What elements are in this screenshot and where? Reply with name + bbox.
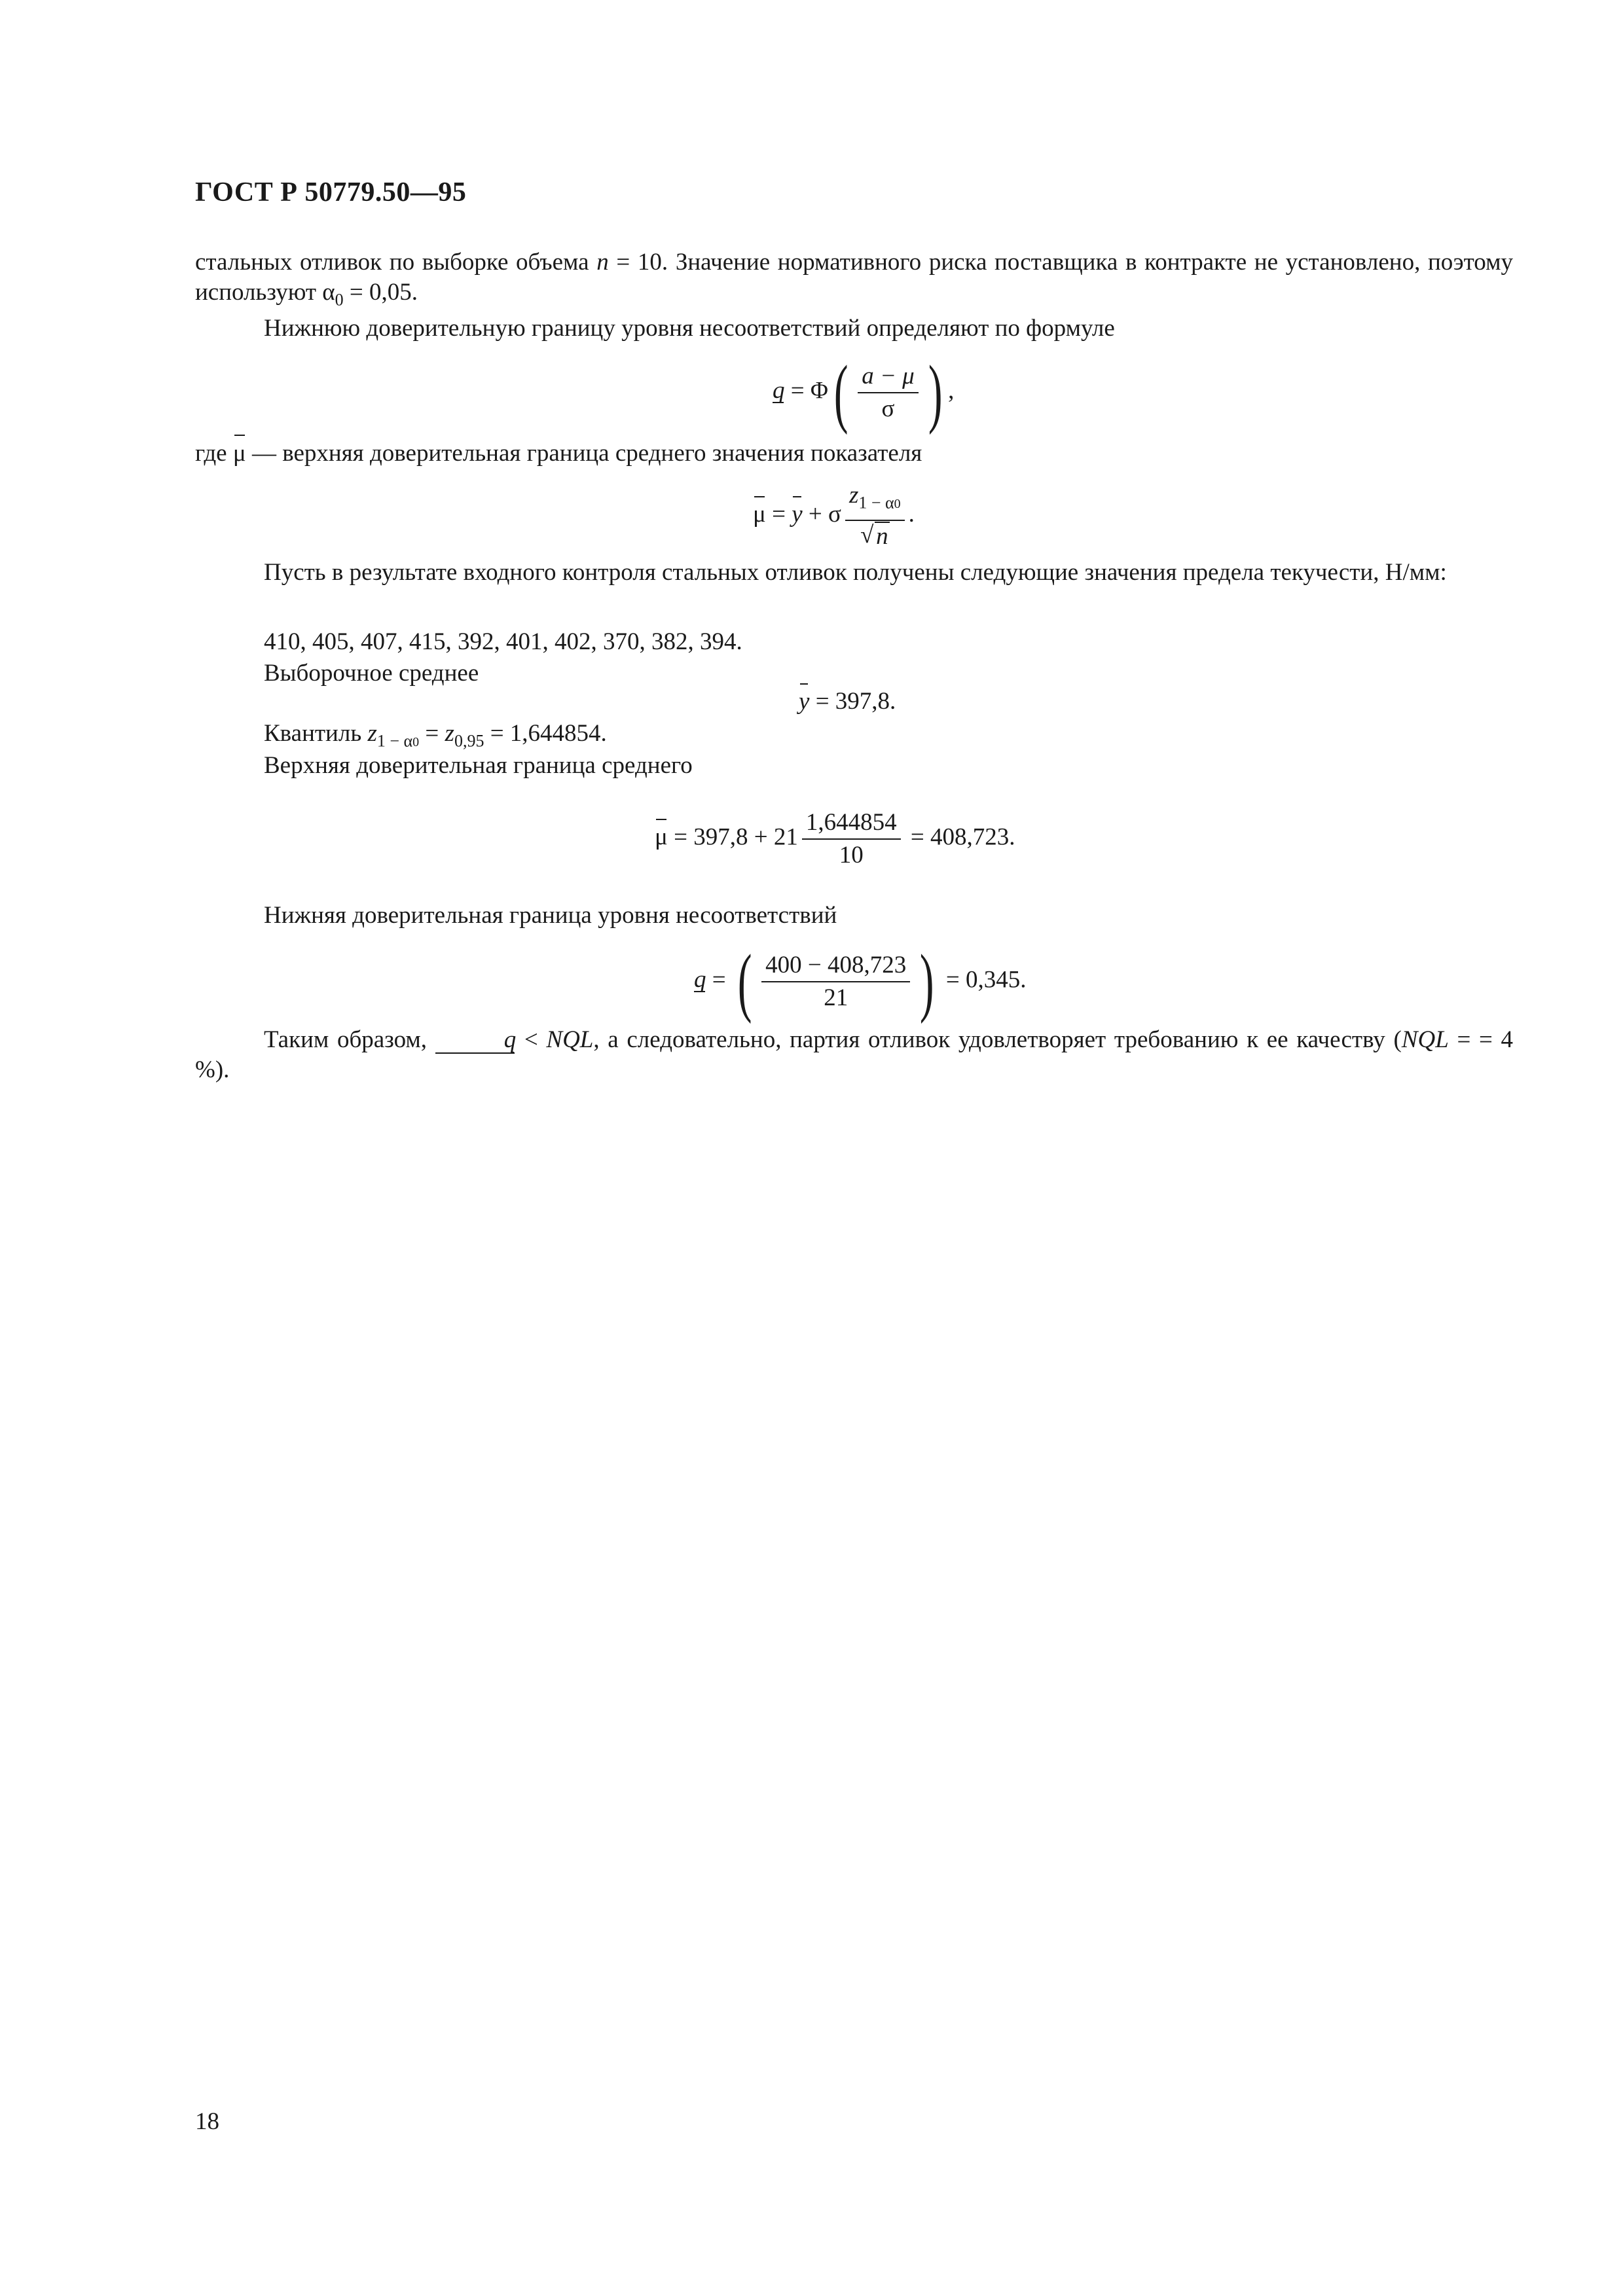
- variable-y-bar: y: [792, 500, 803, 528]
- text-fragment: стальных отливок по выборке объема: [195, 249, 597, 276]
- fraction-numerator: 1,644854: [802, 808, 901, 840]
- paragraph-sample-mean: Выборочное среднее: [264, 660, 479, 687]
- formula-lower-bound-calc: [694, 939, 1027, 1024]
- formula-lower-bound: [773, 350, 955, 435]
- variable-q-lower: q: [694, 966, 706, 994]
- variable-q-lower: q: [773, 377, 785, 404]
- variable-z: z: [445, 720, 454, 747]
- subscript: 0: [335, 290, 344, 310]
- fraction: [858, 362, 919, 423]
- fraction-numerator: a − μ: [858, 362, 919, 393]
- variable-mu-bar: μ: [753, 500, 766, 528]
- text-fragment: — верхняя доверительная граница среднего значения показателя: [246, 440, 922, 467]
- subscript: 0: [894, 497, 901, 511]
- fraction-denominator: σ: [881, 395, 895, 422]
- fraction-denominator: 21: [824, 984, 848, 1011]
- text-fragment: =: [419, 720, 445, 747]
- variable-mu-bar: μ: [233, 439, 246, 469]
- variable-q-lower: q: [435, 1025, 517, 1055]
- formula-text: =: [765, 500, 792, 528]
- formula-text: = 397,8 + 21: [667, 823, 798, 851]
- left-paren: (: [737, 939, 752, 1024]
- text-fragment: = 10. Значение нормативного риска поставщика в контракте не установлено, поэтому используют α: [195, 249, 1514, 306]
- variable-n: n: [876, 523, 888, 550]
- fraction: [802, 808, 901, 870]
- paragraph-conclusion: [195, 1025, 1513, 1085]
- variable-z: z: [848, 482, 859, 509]
- right-paren: ): [928, 350, 943, 435]
- paragraph-where-mu: [195, 439, 922, 469]
- subscript: 1 − α: [858, 493, 894, 512]
- yield-values-list: 410, 405, 407, 415, 392, 401, 402, 370, 382, 394.: [264, 628, 742, 655]
- formula-text: ,: [948, 377, 955, 404]
- variable-y-bar: y: [799, 688, 810, 715]
- variable-n: n: [596, 249, 609, 276]
- subscript: 0,95: [454, 731, 484, 751]
- fraction-numerator: [845, 481, 905, 521]
- fraction-denominator: 10: [839, 842, 864, 869]
- formula-text: = Φ: [784, 377, 828, 404]
- fraction-denominator: [856, 521, 894, 551]
- subscript: 1 − α: [376, 731, 413, 751]
- text-fragment: = 1,644854.: [484, 720, 607, 747]
- left-paren: (: [833, 350, 848, 435]
- formula-text: = 397,8.: [809, 688, 896, 715]
- paragraph-formula-intro: Нижнюю доверительную границу уровня несоответствий определяют по формуле: [264, 315, 1115, 342]
- paragraph-lower-bound-nonconformity: Нижняя доверительная граница уровня несоответствий: [264, 902, 837, 929]
- fraction: [761, 951, 910, 1013]
- page-number: 18: [195, 2108, 219, 2135]
- formula-text: + σ: [802, 500, 841, 528]
- paragraph-sample-size: [195, 247, 1513, 315]
- text-fragment: Таким образом,: [264, 1026, 435, 1053]
- right-paren: ): [920, 939, 934, 1024]
- variable-z: z: [367, 720, 377, 747]
- variable-mu-bar: μ: [655, 823, 668, 851]
- fraction: [845, 481, 905, 551]
- formula-text: =: [706, 966, 732, 994]
- document-header: ГОСТ Р 50779.50—95: [195, 177, 467, 207]
- text-fragment: <: [516, 1026, 547, 1053]
- text-fragment: где: [195, 440, 233, 467]
- fraction-numerator: 400 − 408,723: [761, 951, 910, 982]
- formula-sample-mean: [799, 687, 896, 715]
- sqrt-sign: [860, 522, 890, 551]
- paragraph-upper-bound-mean: Верхняя доверительная граница среднего: [264, 752, 693, 779]
- formula-text: = 0,345.: [939, 966, 1027, 994]
- subscript: 0: [412, 735, 420, 749]
- abbr-nql: NQL: [1401, 1026, 1449, 1053]
- text-fragment: = 0,05.: [343, 279, 418, 306]
- text-fragment: = = 4 %).: [195, 1026, 1513, 1083]
- formula-text: .: [908, 500, 915, 528]
- paragraph-yield-values-intro: [195, 558, 1513, 588]
- abbr-nql: NQL: [546, 1026, 594, 1053]
- text-fragment: Квантиль: [264, 720, 368, 747]
- text-fragment: , а следовательно, партия отливок удовлетворяет требованию к ее качеству (: [593, 1026, 1402, 1053]
- text-fragment: Пусть в результате входного контроля стальных отливок получены следующие значения предела текучести, Н/мм:: [264, 559, 1447, 586]
- formula-upper-bound-calc: [655, 808, 1015, 870]
- formula-text: = 408,723.: [904, 823, 1015, 851]
- formula-mu-upper: [753, 481, 915, 551]
